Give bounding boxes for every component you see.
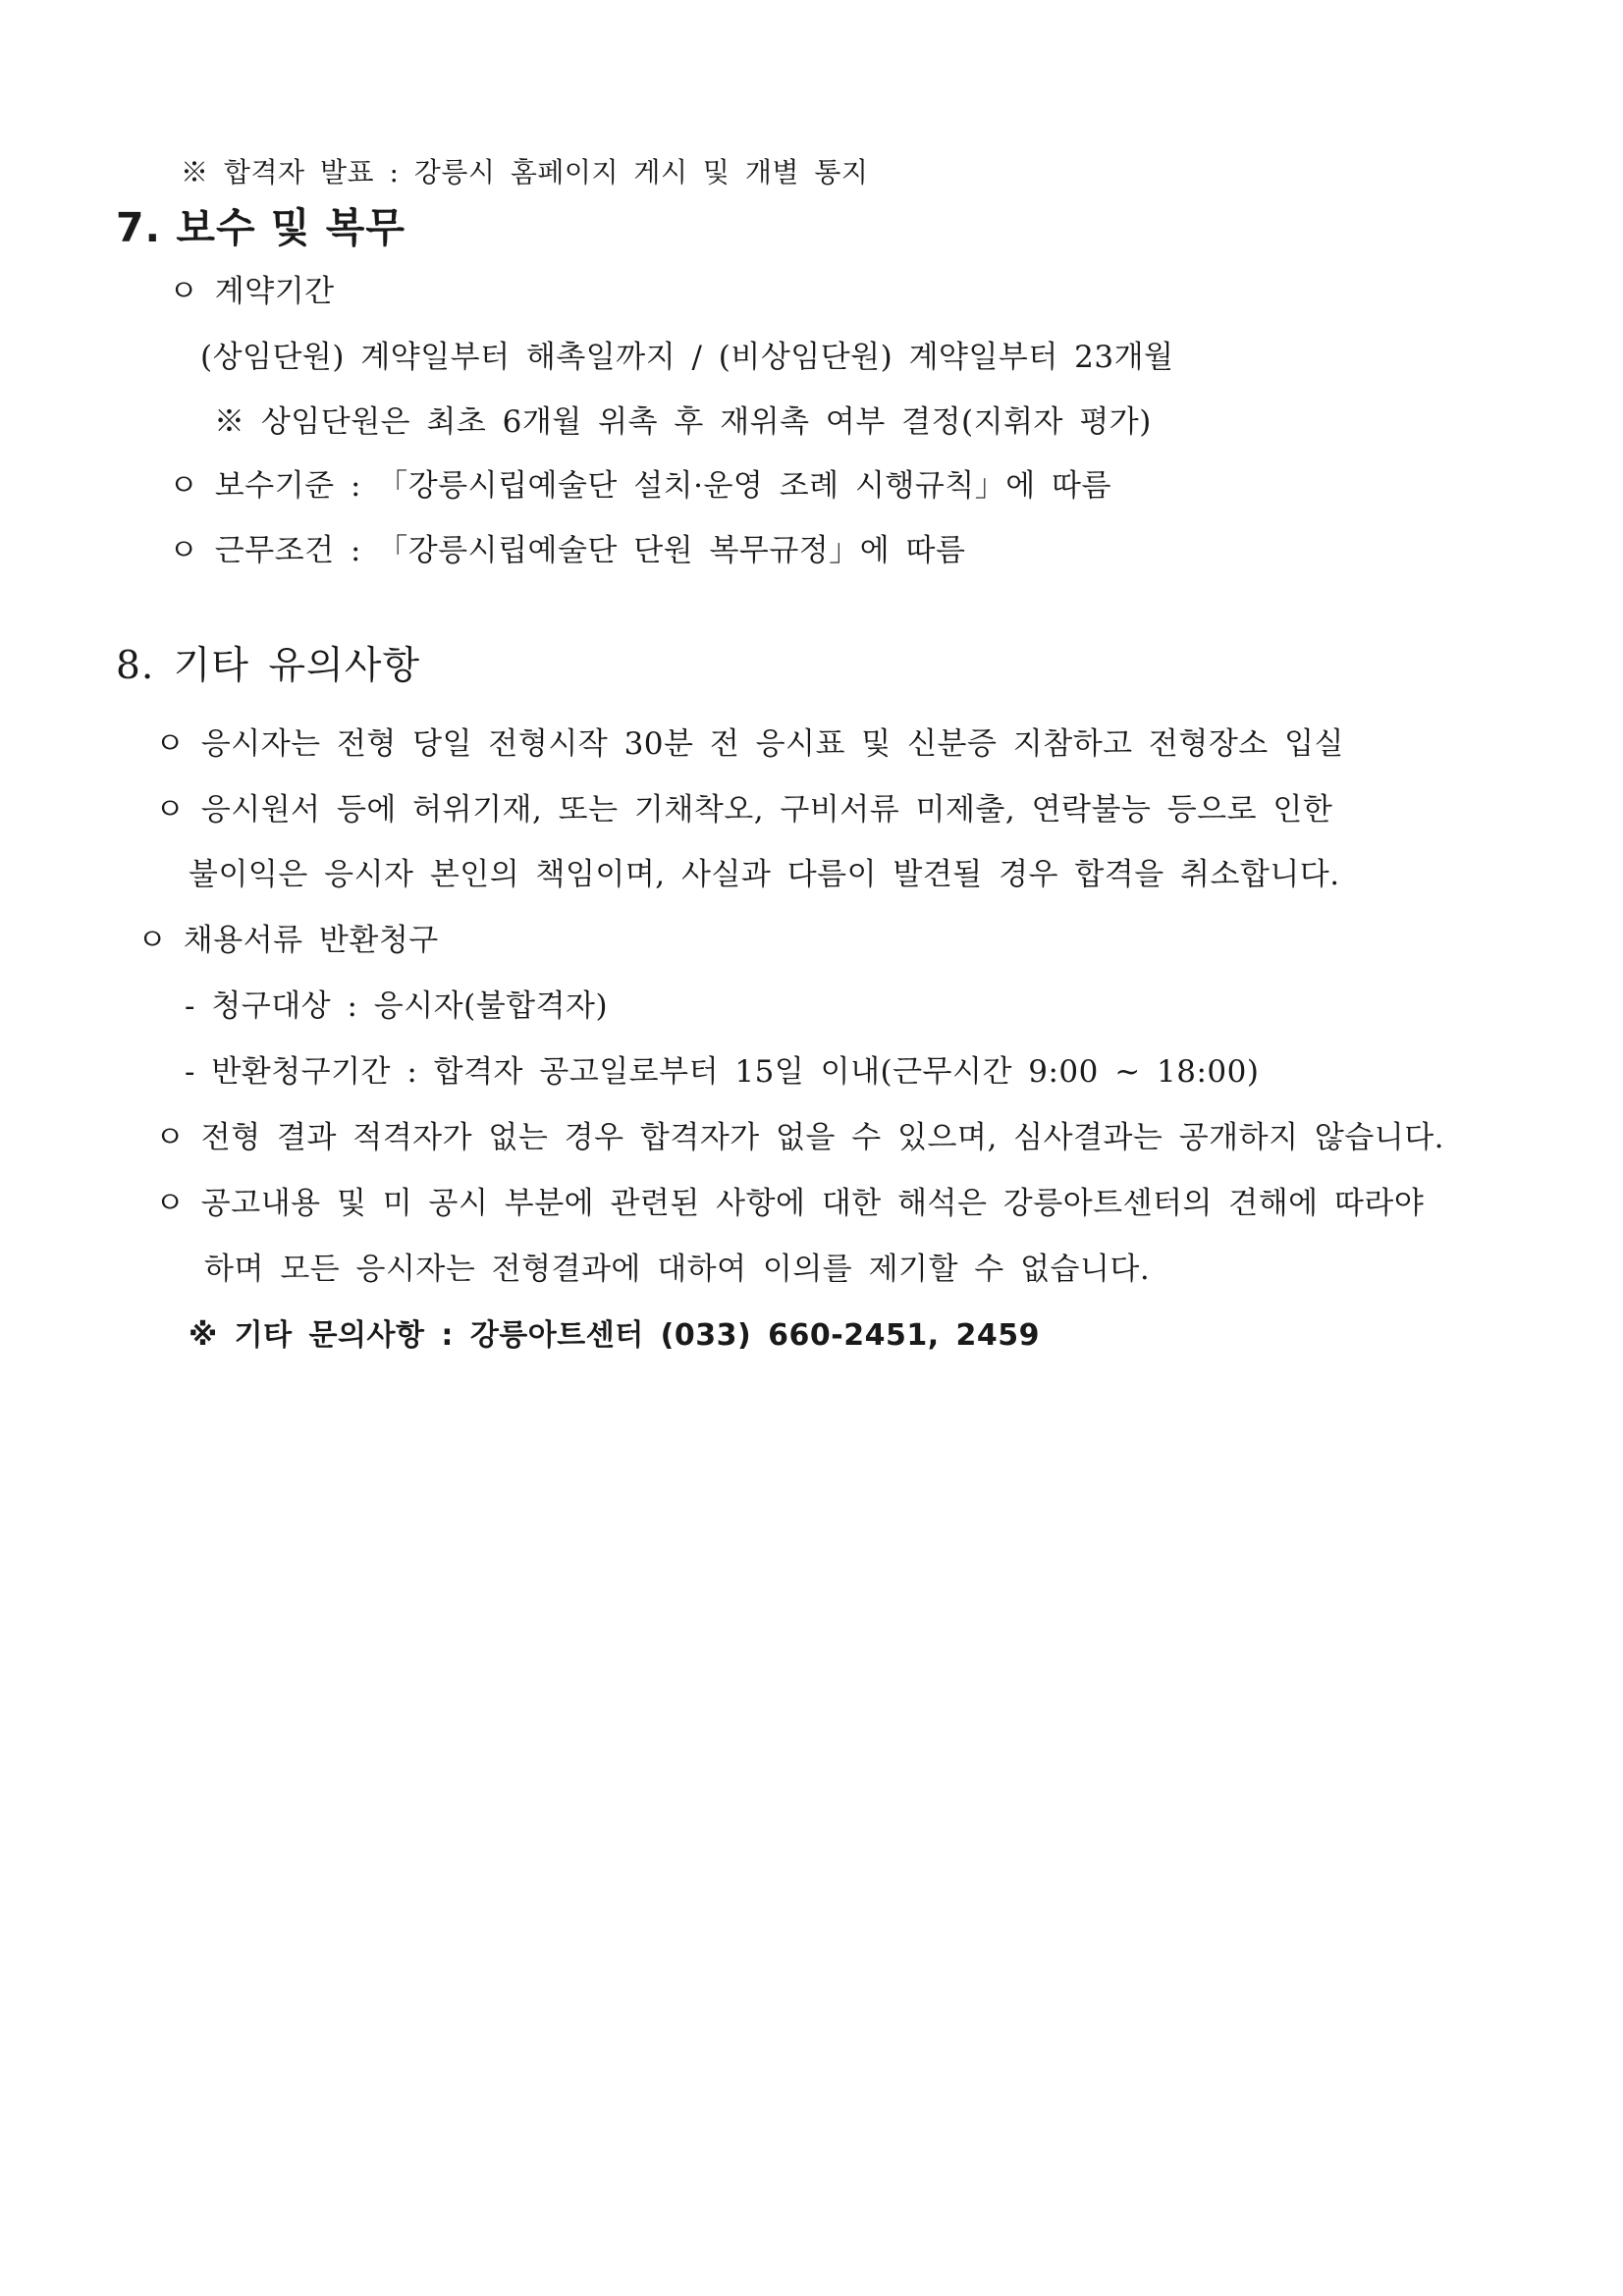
contract-terms: (상임단원) 계약일부터 해촉일까지 / (비상임단원) 계약일부터 23개월 <box>200 340 1174 375</box>
notice-item-false-entry-line1: ㅇ 응시원서 등에 허위기재, 또는 기채착오, 구비서류 미제출, 연락불능 등으로 인한 <box>155 792 1333 828</box>
announcement-note: ※ 합격자 발표 : 강릉시 홈페이지 게시 및 개별 통지 <box>181 156 869 188</box>
notice-item-interpretation-line2: 하며 모든 응시자는 전형결과에 대하여 이의를 제기할 수 없습니다. <box>204 1252 1151 1287</box>
contract-period-label: ㅇ 계약기간 <box>169 274 335 309</box>
notice-item-exam-day: ㅇ 응시자는 전형 당일 전형시작 30분 전 응시표 및 신분증 지참하고 전형장소 입실 <box>155 726 1344 762</box>
pay-basis: ㅇ 보수기준 : 「강릉시립예술단 설치·운영 조례 시행규칙」에 따름 <box>169 468 1111 504</box>
notice-item-false-entry-line2: 불이익은 응시자 본인의 책임이며, 사실과 다름이 발견될 경우 합격을 취소합니다. <box>189 857 1340 892</box>
section-7-heading: 7. 보수 및 복무 <box>116 204 406 251</box>
document-return-period: - 반환청구기간 : 합격자 공고일로부터 15일 이내(근무시간 9:00 ~ 18:00) <box>185 1054 1260 1090</box>
contract-note: ※ 상임단원은 최초 6개월 위촉 후 재위촉 여부 결정(지휘자 평가) <box>214 404 1152 440</box>
section-8-heading: 8. 기타 유의사항 <box>116 644 421 688</box>
document-return-target: - 청구대상 : 응시자(불합격자) <box>185 988 609 1024</box>
notice-item-no-qualified: ㅇ 전형 결과 적격자가 없는 경우 합격자가 없을 수 있으며, 심사결과는 공개하지 않습니다. <box>155 1120 1445 1155</box>
notice-item-document-return: ㅇ 채용서류 반환청구 <box>137 923 439 958</box>
notice-item-interpretation-line1: ㅇ 공고내용 및 미 공시 부분에 관련된 사항에 대한 해석은 강릉아트센터의 견해에 따라야 <box>155 1186 1425 1221</box>
work-conditions: ㅇ 근무조건 : 「강릉시립예술단 단원 복무규정」에 따름 <box>169 533 966 568</box>
contact-info: ※ 기타 문의사항 : 강릉아트센터 (033) 660-2451, 2459 <box>189 1318 1041 1353</box>
